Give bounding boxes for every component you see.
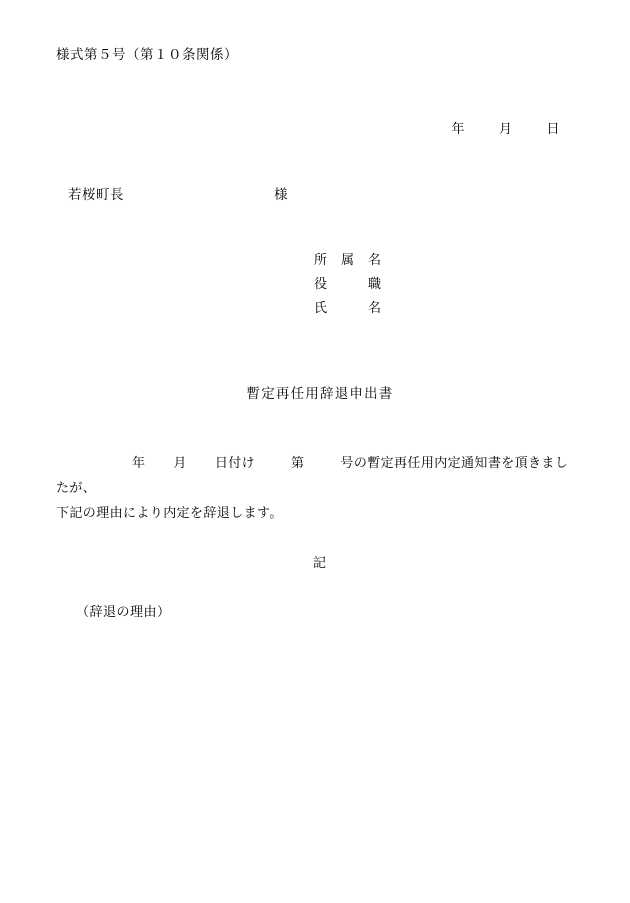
date-month-label: 月 xyxy=(498,120,513,136)
date-line xyxy=(56,118,574,137)
body-month-label: 月 xyxy=(173,454,187,470)
date-day-label: 日 xyxy=(546,120,560,136)
body-paragraph xyxy=(56,450,574,526)
sender-affiliation-label: 所 属 名 xyxy=(314,251,382,267)
addressee-honorific: 様 xyxy=(274,186,288,202)
reason-label: （辞退の理由） xyxy=(76,603,171,619)
date-year-label: 年 xyxy=(451,120,465,136)
sender-position-label: 役 職 xyxy=(314,275,382,291)
body-number-prefix: 第 xyxy=(291,454,305,470)
sender-name-label: 氏 名 xyxy=(314,299,382,315)
document-title: 暫定再任用辞退申出書 xyxy=(246,385,394,401)
addressee-name: 若桜町長 xyxy=(68,186,124,202)
addressee-row xyxy=(56,183,574,203)
sender-block xyxy=(56,248,574,320)
body-line-2: 下記の理由により内定を辞退します。 xyxy=(56,505,283,521)
body-day-label: 日付け xyxy=(214,454,256,470)
ki-mark: 記 xyxy=(312,554,327,570)
form-number: 様式第５号（第１０条関係） xyxy=(56,47,238,62)
body-year-label: 年 xyxy=(132,454,146,470)
body-number-suffix: 号の暫定再任用内定通知書を頂きましたが、 xyxy=(56,454,569,496)
